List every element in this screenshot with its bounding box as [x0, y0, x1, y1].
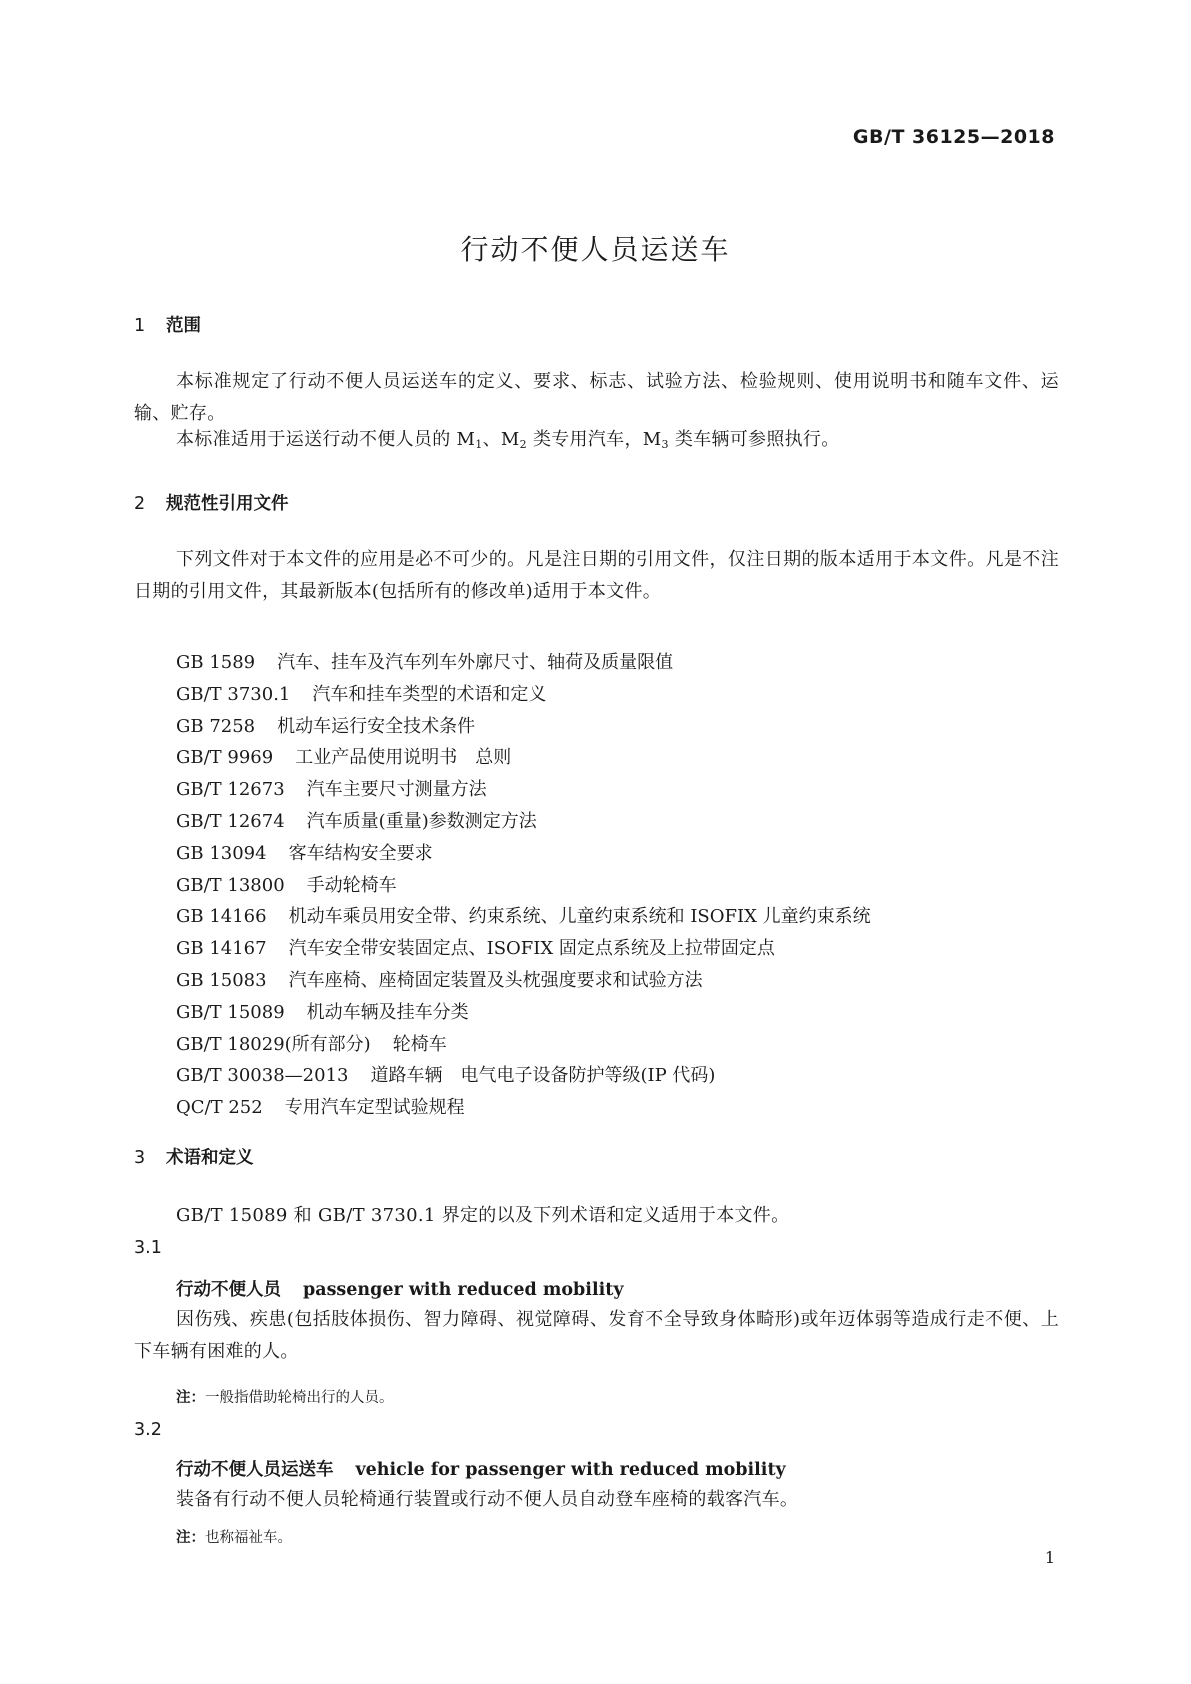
note-label: 注： [176, 1390, 205, 1406]
note-text: 也称福祉车。 [205, 1530, 292, 1546]
reference-item: GB/T 3730.1 汽车和挂车类型的术语和定义 [176, 683, 547, 705]
term-3-2-note [176, 1526, 292, 1547]
standard-number: GB/T 36125—2018 [852, 126, 1055, 148]
term-3-2-chinese: 行动不便人员运送车 [176, 1460, 334, 1480]
reference-item: GB/T 15089 机动车辆及挂车分类 [176, 1001, 469, 1023]
term-3-1-english: passenger with reduced mobility [303, 1280, 624, 1300]
reference-item: GB 15083 汽车座椅、座椅固定装置及头枕强度要求和试验方法 [176, 969, 703, 991]
section-2-paragraph-1: 下列文件对于本文件的应用是必不可少的。凡是注日期的引用文件，仅注日期的版本适用于本文件。凡是不注日期的引用文件，其最新版本(包括所有的修改单)适用于本文件。 [134, 549, 1059, 602]
section-1-number: 1 [134, 316, 146, 336]
section-1-paragraph-1: 本标准规定了行动不便人员运送车的定义、要求、标志、试验方法、检验规则、使用说明书和随车文件、运输、贮存。 [134, 371, 1059, 424]
term-3-1-definition: 因伤残、疾患(包括肢体损伤、智力障碍、视觉障碍、发育不全导致身体畸形)或年迈体弱等造成行走不便、上下车辆有困难的人。 [134, 1309, 1059, 1362]
term-3-1-note [176, 1386, 394, 1407]
note-text: 一般指借助轮椅出行的人员。 [205, 1390, 394, 1406]
reference-item: GB/T 12674 汽车质量(重量)参数测定方法 [176, 810, 537, 832]
term-3-1-name [176, 1276, 624, 1301]
section-1-title: 范围 [166, 316, 201, 336]
section-3-title: 术语和定义 [166, 1148, 254, 1168]
document-title: 行动不便人员运送车 [460, 233, 731, 266]
reference-item: GB/T 18029(所有部分) 轮椅车 [176, 1033, 447, 1055]
reference-item: QC/T 252 专用汽车定型试验规程 [176, 1097, 465, 1119]
section-1-paragraph-2: 本标准适用于运送行动不便人员的 $M_1$、$M_2$ 类专用汽车，$M_3$ 类车辆可参照执行。 [176, 429, 840, 451]
reference-item: GB/T 12673 汽车主要尺寸测量方法 [176, 779, 487, 801]
section-2-number: 2 [134, 494, 146, 514]
note-label: 注： [176, 1530, 205, 1546]
section-3-number: 3 [134, 1148, 146, 1168]
section-1-heading [134, 312, 201, 337]
section-3-heading [134, 1144, 254, 1169]
reference-item: GB/T 13800 手动轮椅车 [176, 874, 397, 896]
term-3-2-name [176, 1456, 786, 1481]
reference-item: GB/T 9969 工业产品使用说明书 总则 [176, 747, 512, 769]
section-2-heading [134, 490, 289, 515]
reference-item: GB 13094 客车结构安全要求 [176, 842, 433, 864]
reference-item: GB/T 30038—2013 道路车辆 电气电子设备防护等级(IP 代码) [176, 1065, 716, 1087]
normative-reference-list [176, 647, 871, 1124]
term-3-2-english: vehicle for passenger with reduced mobility [355, 1460, 786, 1480]
reference-item: GB 7258 机动车运行安全技术条件 [176, 715, 476, 737]
section-3-paragraph-1: GB/T 15089 和 GB/T 3730.1 界定的以及下列术语和定义适用于本文件。 [176, 1205, 790, 1226]
term-3-2-definition: 装备有行动不便人员轮椅通行装置或行动不便人员自动登车座椅的载客汽车。 [176, 1489, 799, 1510]
term-3-2-number: 3.2 [134, 1420, 162, 1440]
term-3-1-chinese: 行动不便人员 [176, 1280, 281, 1300]
reference-item: GB 14167 汽车安全带安装固定点、ISOFIX 固定点系统及上拉带固定点 [176, 938, 775, 960]
reference-item: GB 1589 汽车、挂车及汽车列车外廓尺寸、轴荷及质量限值 [176, 652, 674, 673]
term-3-1-number: 3.1 [134, 1238, 162, 1258]
section-2-title: 规范性引用文件 [166, 494, 289, 514]
reference-item: GB 14166 机动车乘员用安全带、约束系统、儿童约束系统和 ISOFIX 儿童约束系统 [176, 906, 871, 928]
page-number: 1 [1044, 1548, 1055, 1567]
